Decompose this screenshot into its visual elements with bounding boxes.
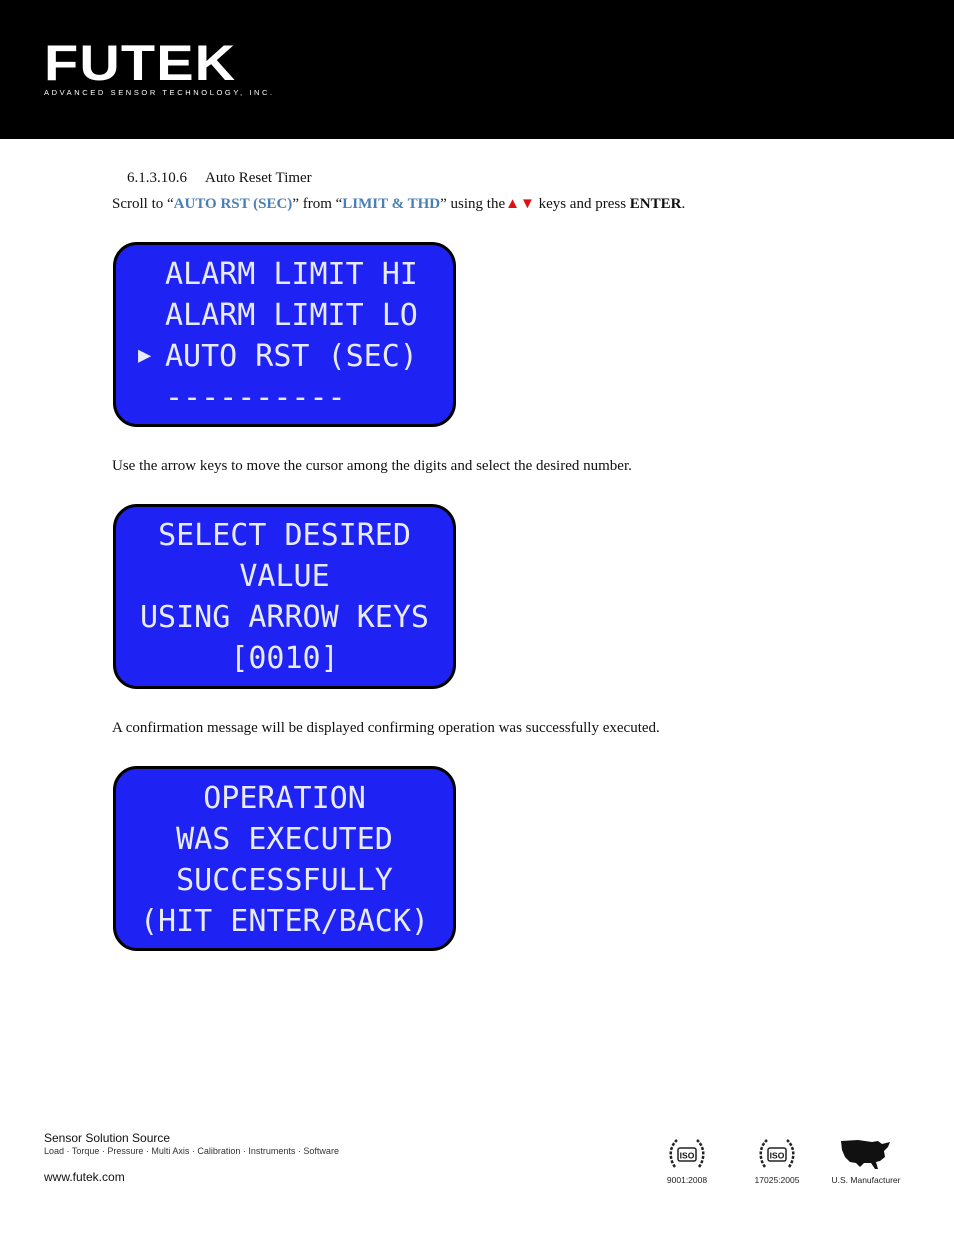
section-title: Auto Reset Timer <box>205 170 312 186</box>
lcd-line: ALARM LIMIT HI <box>165 257 418 292</box>
iso-17025-badge <box>746 1135 808 1185</box>
lcd-screen-value <box>113 504 456 689</box>
text-fragment: ” from “ <box>292 196 343 212</box>
us-manufacturer-badge <box>824 1135 908 1185</box>
lcd-value: [0010] <box>230 641 339 676</box>
page-header <box>0 0 954 139</box>
footer-title: Sensor Solution Source <box>44 1131 171 1145</box>
lcd-line: SELECT DESIRED <box>158 518 411 553</box>
menu-item-auto-rst: AUTO RST (SEC) <box>173 196 293 212</box>
badge-label: 9001:2008 <box>666 1175 708 1185</box>
arrow-keys-icon: ▲▼ <box>505 196 535 212</box>
badge-label: 17025:2005 <box>754 1175 800 1185</box>
futek-logo <box>44 35 275 97</box>
lcd-line: (HIT ENTER/BACK) <box>140 904 429 939</box>
footer-url[interactable]: www.futek.com <box>44 1170 125 1184</box>
badge-label: U.S. Manufacturer <box>831 1175 901 1185</box>
badge-mark: ISO <box>679 1150 695 1161</box>
lcd-line: WAS EXECUTED <box>176 822 393 857</box>
lcd-line: USING ARROW KEYS <box>140 600 429 635</box>
iso-laurel-icon <box>757 1135 797 1175</box>
lcd-line: OPERATION <box>203 781 366 816</box>
instruction-confirmation: A confirmation message will be displayed confirming operation was successfully executed. <box>112 720 660 736</box>
lcd-line: VALUE <box>239 559 330 594</box>
text-fragment: Scroll to “ <box>112 196 174 212</box>
lcd-line-selected: AUTO RST (SEC) <box>165 339 418 374</box>
cursor-arrow-icon: ▶ <box>138 343 152 368</box>
iso-9001-badge <box>660 1135 714 1185</box>
enter-key-label: ENTER <box>629 196 682 212</box>
badge-mark: ISO <box>769 1150 785 1161</box>
text-fragment: ” using the <box>440 196 506 212</box>
footer-subtitle: Load · Torque · Pressure · Multi Axis · Calibration · Instruments · Software <box>44 1146 339 1156</box>
iso-laurel-icon <box>667 1135 707 1175</box>
instruction-arrows: Use the arrow keys to move the cursor among the digits and select the desired number. <box>112 458 632 474</box>
text-fragment: . <box>681 196 686 212</box>
logo-tagline: ADVANCED SENSOR TECHNOLOGY, INC. <box>44 88 275 97</box>
instruction-scroll <box>112 196 685 213</box>
menu-parent-limit-thd: LIMIT & THD <box>342 196 441 212</box>
section-heading <box>127 170 312 187</box>
lcd-screen-menu <box>113 242 456 427</box>
section-number: 6.1.3.10.6 <box>127 170 187 186</box>
lcd-line: SUCCESSFULLY <box>176 863 393 898</box>
lcd-line: ---------- <box>165 380 346 415</box>
usa-map-icon <box>838 1135 894 1175</box>
logo-wordmark: FUTEK <box>44 35 237 91</box>
lcd-screen-confirmation <box>113 766 456 951</box>
text-fragment: keys and press <box>534 196 630 212</box>
lcd-line: ALARM LIMIT LO <box>165 298 418 333</box>
